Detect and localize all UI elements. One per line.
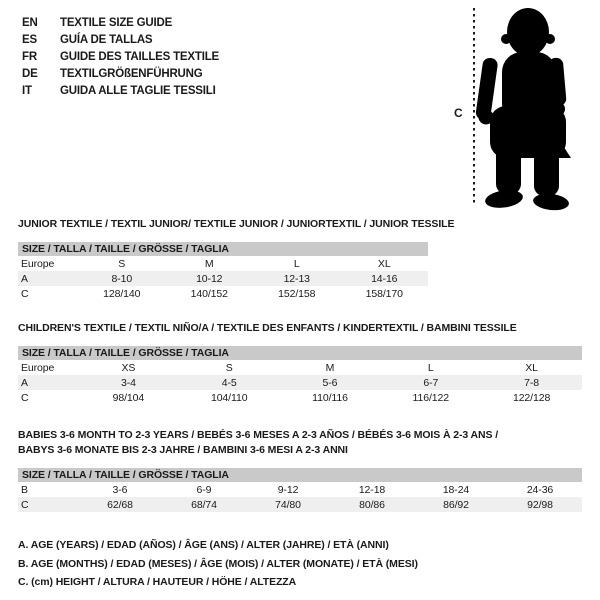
size-value-cell: 152/158 [278,287,316,300]
junior-size-table [18,242,428,301]
language-label: GUIDE DES TAILLES TEXTILE [60,51,219,63]
table-header-row [18,468,582,482]
size-value-cell: 14-16 [341,271,429,286]
size-value-cell: 110/116 [312,391,348,404]
table-row-b [18,482,582,497]
language-row-fr [22,49,219,66]
size-value-cell: XL [377,257,391,270]
row-label-europe: Europe [21,257,55,270]
size-header-cell: SIZE / TALLA / TAILLE / GRÖSSE / TAGLIA [18,468,582,482]
legend [18,536,418,592]
row-label-c: C [21,287,29,300]
language-row-en [22,15,219,32]
legend-age-years: A. AGE (YEARS) / EDAD (AÑOS) / ÂGE (ANS) / ALTER (JAHRE) / ETÀ (ANNI) [18,539,389,551]
legend-age-months: B. AGE (MONTHS) / EDAD (MESES) / ÂGE (MOIS) / ALTER (MONATE) / ETÀ (MESI) [18,557,418,570]
children-size-title: CHILDREN'S TEXTILE / TEXTIL NIÑO/A / TEXTILE DES ENFANTS / KINDERTEXTIL / BAMBINI TESSILE [18,322,517,334]
table-row-c [18,286,428,301]
size-header-cell: SIZE / TALLA / TAILLE / GRÖSSE / TAGLIA [18,242,428,256]
language-code: DE [22,68,38,80]
size-value-cell: 8-10 [78,271,166,286]
language-code: IT [22,85,32,97]
language-row-es [22,32,219,49]
baby-height-figure [430,0,600,220]
size-value-cell: 86/92 [414,497,498,512]
size-value-cell: M [325,361,335,374]
size-value-cell: 12-18 [358,483,386,496]
size-value-cell: 68/74 [162,497,246,512]
language-code: ES [22,34,37,46]
language-code: EN [22,17,38,29]
table-row-c [18,390,582,405]
size-value-cell: 7-8 [481,375,582,390]
table-row-a [18,271,428,286]
table-row-a [18,375,582,390]
table-row-europe [18,360,582,375]
junior-size-section [18,218,455,301]
babies-size-title-line1: BABIES 3-6 MONTH TO 2-3 YEARS / BEBÉS 3-6 MESES A 2-3 AÑOS / BÉBÉS 3-6 MOIS À 2-3 ANS / [18,429,499,441]
language-code: FR [22,51,37,63]
babies-size-table [18,468,582,512]
size-value-cell: 62/68 [78,497,162,512]
babies-size-title-line2: BABYS 3-6 MONATE BIS 2-3 JAHRE / BAMBINI 3-6 MESI A 2-3 ANNI [18,444,348,456]
children-size-section [18,322,582,405]
size-value-cell: L [427,361,434,374]
size-value-cell: 128/140 [103,287,141,300]
size-value-cell: 6-7 [380,375,481,390]
size-value-cell: 3-4 [78,375,179,390]
size-value-cell: 6-9 [196,483,212,496]
table-row-c [18,497,582,512]
size-value-cell: S [225,361,233,374]
size-value-cell: XS [121,361,136,374]
row-label-europe: Europe [21,361,55,374]
size-value-cell: 5-6 [280,375,381,390]
language-label: TEXTILE SIZE GUIDE [60,17,173,29]
table-row-europe [18,256,428,271]
size-value-cell: 158/170 [365,287,403,300]
size-value-cell: 3-6 [112,483,128,496]
babies-size-section [18,428,582,512]
size-value-cell: 98/104 [112,391,145,404]
size-value-cell: 122/128 [512,391,551,404]
language-label: GUÍA DE TALLAS [60,34,153,46]
row-label-c: C [18,497,78,512]
size-value-cell: XL [525,361,538,374]
language-label: GUIDA ALLE TAGLIE TESSILI [60,85,216,97]
size-value-cell: 24-36 [526,483,554,496]
table-header-row [18,346,582,360]
language-row-de [22,66,219,83]
row-label-c: C [21,391,29,404]
language-row-it [22,83,219,100]
size-value-cell: 18-24 [442,483,470,496]
size-header-cell: SIZE / TALLA / TAILLE / GRÖSSE / TAGLIA [18,346,582,360]
size-value-cell: M [204,257,214,270]
children-size-table [18,346,582,405]
size-value-cell: 4-5 [179,375,280,390]
size-value-cell: L [293,257,300,270]
legend-height: C. (cm) HEIGHT / ALTURA / HAUTEUR / HÖHE / ALTEZZA [18,576,297,588]
row-label-a: A [18,375,78,390]
size-value-cell: S [118,257,126,270]
language-title-block [22,15,219,100]
size-value-cell: 116/122 [412,391,450,404]
size-value-cell: 140/152 [190,287,228,300]
language-label: TEXTILGRÖßENFÜHRUNG [60,68,203,80]
size-value-cell: 80/86 [330,497,414,512]
size-value-cell: 9-12 [277,483,299,496]
junior-size-title: JUNIOR TEXTILE / TEXTIL JUNIOR/ TEXTILE JUNIOR / JUNIORTEXTIL / JUNIOR TESSILE [18,218,455,230]
size-value-cell: 12-13 [253,271,341,286]
table-header-row [18,242,428,256]
row-label-b: B [21,483,28,496]
size-value-cell: 74/80 [246,497,330,512]
row-label-a: A [18,271,78,286]
size-value-cell: 92/98 [498,497,582,512]
height-measure-label: C [454,106,463,120]
size-value-cell: 10-12 [166,271,254,286]
size-value-cell: 104/110 [210,391,248,404]
